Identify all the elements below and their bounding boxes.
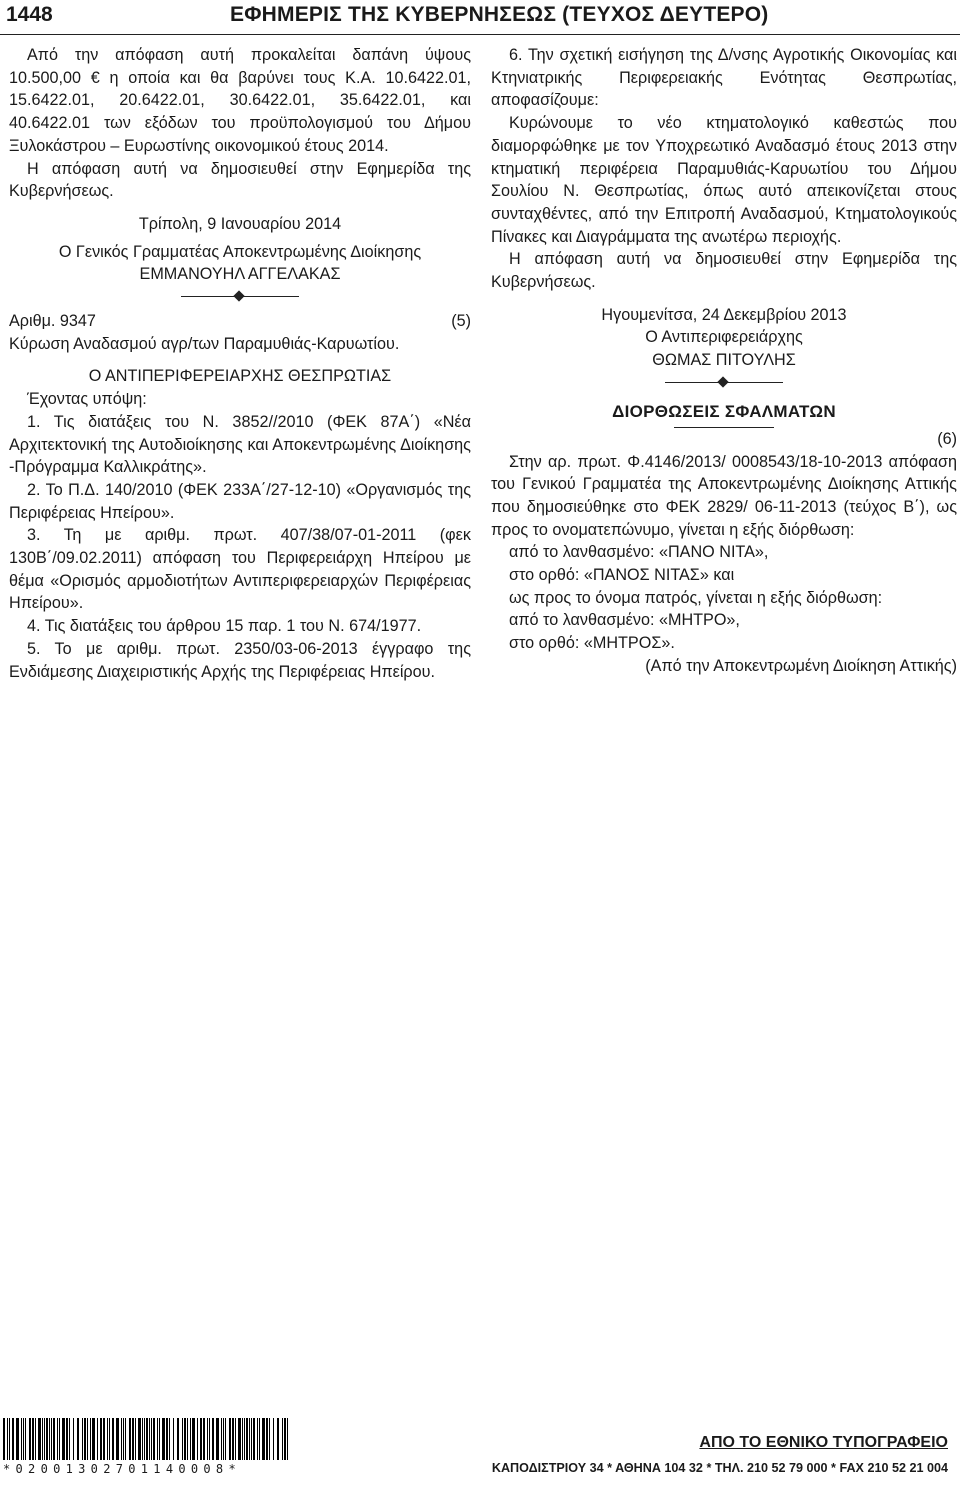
correction-right: στο ορθό: «ΜΗΤΡΟΣ». bbox=[509, 634, 675, 653]
considering-item: 2. Το Π.Δ. 140/2010 (ΦΕΚ 233Α΄/27-12-10) «Οργανισμός της Περιφέρειας Ηπείρου». bbox=[9, 480, 471, 522]
signatory-name: ΘΩΜΑΣ ΠΙΤΟΥΛΗΣ bbox=[652, 351, 796, 370]
father-correction-line: ως προς το όνομα πατρός, γίνεται η εξής διόρθωση: bbox=[509, 588, 883, 607]
page-number: 1448 bbox=[6, 3, 53, 26]
considering-item: 1. Τις διατάξεις του Ν. 3852//2010 (ΦΕΚ 87Α΄) «Νέα Αρχιτεκτονική της Αυτοδιοίκησης και Αποκεντρωμένης Διοίκησης -Πρόγραμμα Καλλικράτης». bbox=[9, 412, 471, 477]
publish-paragraph: Η απόφαση αυτή να δημοσιευθεί στην Εφημερίδα της Κυβερνήσεως. bbox=[9, 159, 471, 201]
decision-subject: Κύρωση Αναδασμού αγρ/των Παραμυθιάς-Καρυωτίου. bbox=[9, 334, 400, 353]
cost-paragraph: Από την απόφαση αυτή προκαλείται δαπάνη ύψους 10.500,00 € η οποία και θα βαρύνει τους Κ.Α. 10.6422.01, 15.6422.01, 20.6422.01, 30.6422.01, 35.6422.01, και 40.6422.01 των εξόδων του προϋπολογισμού του Δήμου Ξυλοκάστρου – Ευρωστίνης οικονομικού έτους 2014. bbox=[9, 46, 471, 155]
barcode-bars bbox=[3, 1418, 293, 1460]
place-date: Ηγουμενίτσα, 24 Δεκεμβρίου 2013 bbox=[601, 305, 847, 324]
printer-block bbox=[492, 1434, 948, 1475]
decision-number: Αριθμ. 9347 bbox=[9, 312, 96, 331]
right-column bbox=[491, 44, 957, 678]
signatory-title: Ο Γενικός Γραμματέας Αποκεντρωμένης Διοίκησης bbox=[58, 242, 422, 261]
considering-item: 6. Την σχετική εισήγηση της Δ/νσης Αγροτικής Οικονομίας και Κτηνιατρικής Περιφερειακής Ενότητας Θεσπρωτίας, αποφασίζουμε: bbox=[491, 46, 957, 110]
authority-heading: Ο ΑΝΤΙΠΕΡΙΦΕΡΕΙΑΡΧΗΣ ΘΕΣΠΡΩΤΙΑΣ bbox=[88, 367, 392, 386]
printer-address: ΚΑΠΟΔΙΣΤΡΙΟΥ 34 * ΑΘΗΝΑ 104 32 * ΤΗΛ. 210 52 79 000 * FAX 210 52 21 004 bbox=[491, 1461, 948, 1475]
correction-right: στο ορθό: «ΠΑΝΟΣ ΝΙΤΑΣ» και bbox=[509, 566, 735, 585]
place-date: Τρίπολη, 9 Ιανουαρίου 2014 bbox=[138, 214, 342, 233]
ratification-paragraph: Κυρώνουμε το νέο κτηματολογικό καθεστώς που διαμορφώθηκε με τον Υποχρεωτικό Αναδασμό έτους 2013 στην κτηματική περιφέρεια Παραμυθιάς-Καρυωτίου του Δήμου Σουλίου Ν. Θεσπρωτίας, όπως αυτό απεικονίζεται στους συνταχθέντες, από την Επιτροπή Αναδασμού, Κτηματολογικούς Πίνακες και Διαγράμματα της ανωτέρω περιοχής. bbox=[491, 114, 957, 246]
publish-paragraph: Η απόφαση αυτή να δημοσιευθεί στην Εφημερίδα της Κυβερνήσεως. bbox=[491, 250, 957, 292]
section-separator bbox=[665, 374, 783, 392]
printer-name: ΑΠΟ ΤΟ ΕΘΝΙΚΟ ΤΥΠΟΓΡΑΦΕΙΟ bbox=[699, 1434, 948, 1451]
decision-index: (5) bbox=[451, 312, 471, 331]
correction-wrong: από το λανθασμένο: «ΠΑΝΟ ΝΙΤΑ», bbox=[509, 543, 769, 562]
signatory-title: Ο Αντιπεριφερειάρχης bbox=[645, 328, 803, 347]
considering-item: 5. Το με αριθμ. πρωτ. 2350/03-06-2013 έγγραφο της Ενδιάμεσης Διαχειριστικής Αρχής της Περιφέρειας Ηπείρου. bbox=[9, 639, 471, 681]
errata-paragraph: Στην αρ. πρωτ. Φ.4146/2013/ 0008543/18-10-2013 απόφαση του Γενικού Γραμματέα της Αποκεντρωμένης Διοίκησης Αττικής που δημοσιεύθηκε στο ΦΕΚ 2829/ 06-11-2013 (τεύχος Β΄), ως προς το ονοματεπώνυμο, γίνεται η εξής διόρθωση: bbox=[491, 452, 957, 539]
left-column bbox=[9, 44, 471, 683]
gazette-title: ΕΦΗΜΕΡΙΣ ΤΗΣ ΚΥΒΕΡΝΗΣΕΩΣ (ΤΕΥΧΟΣ ΔΕΥΤΕΡΟ) bbox=[230, 3, 769, 26]
errata-index: (6) bbox=[937, 429, 957, 448]
considering-item: 3. Τη με αριθμ. πρωτ. 407/38/07-01-2011 (φεκ 130Β΄/09.02.2011) απόφαση του Περιφερειάρχη Ηπείρου με θέμα «Ορισμός αρμοδιοτήτων Αντιπεριφερειαρχών Περιφέρειας Ηπείρου». bbox=[9, 526, 471, 613]
signatory-name: ΕΜΜΑΝΟΥΗΛ ΑΓΓΕΛΑΚΑΣ bbox=[139, 265, 341, 284]
barcode-digits: *02001302701140008* bbox=[3, 1462, 241, 1476]
section-separator bbox=[181, 288, 299, 306]
decision-number-row bbox=[9, 310, 471, 333]
page-header bbox=[0, 0, 960, 35]
considering-label: Έχοντας υπόψη: bbox=[27, 390, 147, 409]
barcode bbox=[3, 1418, 293, 1476]
considering-item: 4. Τις διατάξεις του άρθρου 15 παρ. 1 του Ν. 674/1977. bbox=[27, 617, 422, 636]
issuing-authority: (Από την Αποκεντρωμένη Διοίκηση Αττικής) bbox=[645, 656, 957, 675]
correction-wrong: από το λανθασμένο: «ΜΗΤΡΟ», bbox=[509, 611, 740, 630]
errata-heading: ΔΙΟΡΘΩΣΕΙΣ ΣΦΑΛΜΑΤΩΝ bbox=[612, 401, 836, 421]
